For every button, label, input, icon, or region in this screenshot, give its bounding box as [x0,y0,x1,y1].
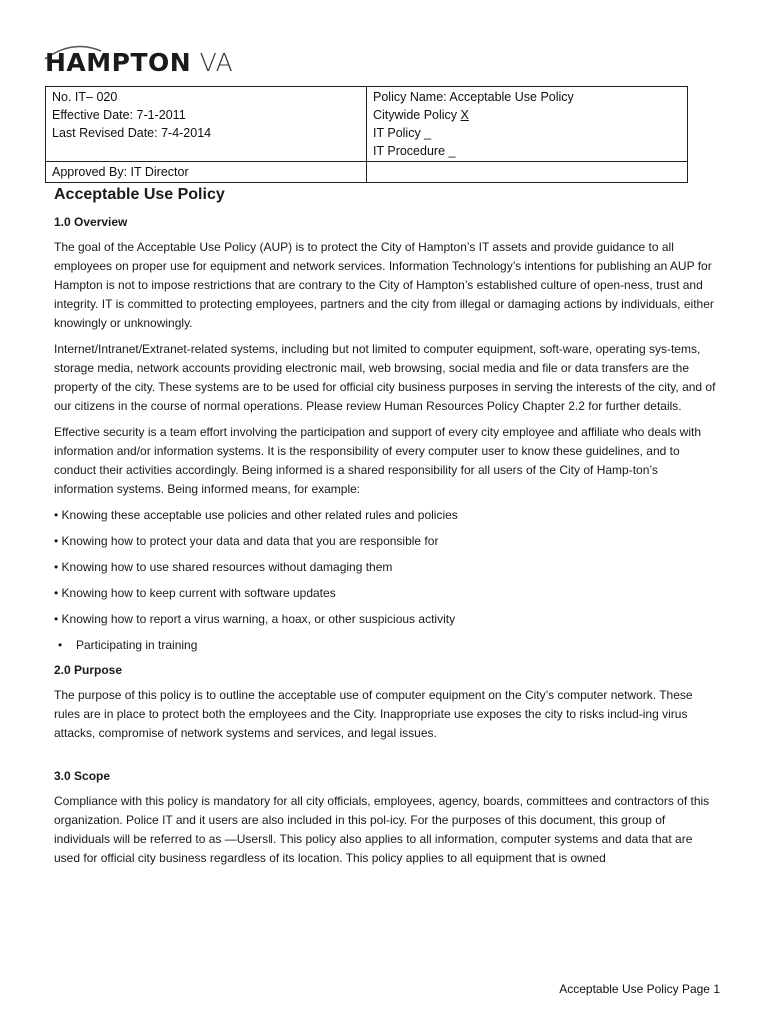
citywide-policy [373,106,681,124]
spacer [54,750,719,768]
it-procedure: IT Procedure _ [373,144,456,158]
overview-paragraph-1: The goal of the Acceptable Use Policy (AUP) is to protect the City of Hampton’s IT assets and provide guidance to all employees on proper use for equipment and network services. Information Technology’s intentions for publishing an AUP for Hampton is not to impose restrictions that are contrary to the City of Hampton’s established culture of open-ness, trust and integrity. IT is committed to protecting employees, partners and the city from illegal or damaging actions by individuals, either knowingly or unknowingly. [54,240,714,330]
scope-paragraph: Compliance with this policy is mandatory for all city officials, employees, agency, boards, committees and contractors of this organization. Police IT and it users are also included in this pol-icy. For the purposes of this document, this group of individuals will be referred to as —Users‖. This policy also applies to all information, computer systems and data that are used for official city business regardless of its location. This policy applies to all equipment that is owned [54,794,710,865]
approved-by-cell [46,162,367,183]
scope-heading: 3.0 Scope [54,769,111,783]
bullet-item: • Knowing how to report a virus warning, a hoax, or other suspicious activity [54,612,456,626]
empty-cell [367,162,688,183]
overview-paragraph-2: Internet/Intranet/Extranet-related systems, including but not limited to computer equipment, soft-ware, operating sys-tems, storage media, network accounts providing electronic mail, web browsing, social media and file or data transfers are the property of the city. These systems are to be used for official city business purposes in serving the interests of the city, and of our citizens in the course of normal operations. Please review Human Resources Policy Chapter 2.2 for further details. [54,342,716,413]
logo-main-text: HAMPTON [45,48,192,77]
bullet-item: • Knowing how to protect your data and data that you are responsible for [54,534,439,548]
overview-heading: 1.0 Overview [54,215,128,229]
it-policy: IT Policy _ [373,126,432,140]
policy-meta-table [45,86,688,183]
policy-name: Policy Name: Acceptable Use Policy [373,90,574,104]
meta-right-cell [367,87,688,162]
policy-number: No. IT– 020 [52,90,118,104]
citywide-label: Citywide Policy [373,108,461,122]
purpose-heading: 2.0 Purpose [54,663,123,677]
approved-by: Approved By: IT Director [52,165,189,179]
document-body [54,184,719,875]
document-title: Acceptable Use Policy [54,186,225,203]
bullet-dot: • [58,638,63,652]
purpose-paragraph: The purpose of this policy is to outline the acceptable use of computer equipment on the City’s computer network. These rules are in place to protect both the employees and the City. Inappropriate use exposes the city to risks includ-ing virus attacks, compromise of network systems and services, and legal issues. [54,688,693,740]
revised-date: Last Revised Date: 7-4-2014 [52,126,212,140]
meta-left-cell [46,87,367,162]
logo-sub-text: VA [199,48,234,77]
effective-date: Effective Date: 7-1-2011 [52,108,186,122]
bullet-item: • Knowing these acceptable use policies and other related rules and policies [54,508,458,522]
hampton-logo [45,48,233,77]
page-footer: Acceptable Use Policy Page 1 [559,982,720,996]
citywide-mark: X [460,108,469,122]
bullet-training-text: Participating in training [76,638,198,652]
blank-line [52,142,360,160]
bullet-item-training [54,636,719,655]
overview-paragraph-3: Effective security is a team effort involving the participation and support of every city employee and affiliate who deals with information and/or information systems. It is the responsibility of every computer user to know these guidelines, and to conduct their activities accordingly. Being informed is a shared responsibility for all users of the City of Hamp-ton’s information systems. Being informed means, for example: [54,425,702,496]
bullet-item: • Knowing how to keep current with software updates [54,586,336,600]
bullet-item: • Knowing how to use shared resources without damaging them [54,560,393,574]
